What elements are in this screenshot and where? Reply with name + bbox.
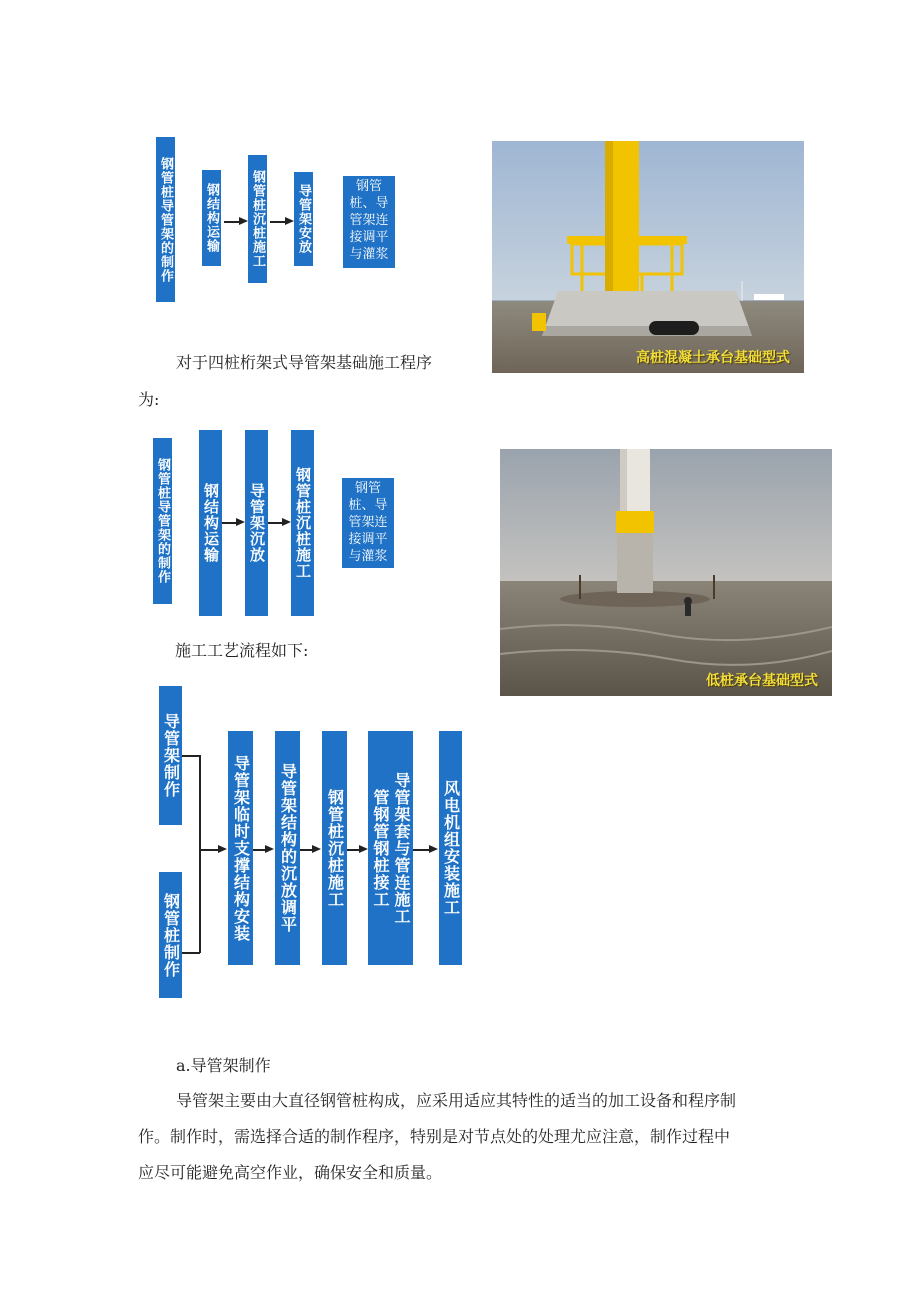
intro-text: 对于四桩桁架式导管架基础施工程序 [176, 353, 433, 372]
flow3-step4-col1: 导管架套与管连施工 [392, 771, 411, 925]
flow3-connector [182, 755, 200, 757]
flow3-arrowhead [218, 845, 227, 853]
flow3-input-pile-fabrication: 钢管桩制作 [159, 872, 182, 998]
flow2-arrow-line [222, 522, 237, 524]
paragraph-line: 应尽可能避免高空作业，确保安全和质量。 [138, 1163, 443, 1182]
flow3-connector [199, 755, 201, 953]
flow1-step-pile-frame-fabrication: 钢管桩导管架的制作 [156, 137, 175, 302]
flow2-final-line: 接调平 [348, 532, 388, 547]
flow2-step-pile-frame-fabrication: 钢管桩导管架的制作 [153, 438, 172, 604]
photo-low-caption: 低桩承台基础型式 [706, 673, 818, 689]
flow2-final-line: 与灌浆 [348, 549, 388, 564]
flow3-connector [199, 849, 219, 851]
section-a-heading: a.导管架制作 [176, 1056, 271, 1075]
flow1-final-line: 接调平 [349, 230, 389, 245]
paragraph-line: 导管架主要由大直径钢管桩构成，应采用适应其特性的适当的加工设备和程序制 [176, 1091, 737, 1110]
flow2-arrowhead [282, 518, 291, 526]
flow1-final-line: 与灌浆 [349, 247, 389, 262]
flow3-step-structure-lowering: 导管架结构的沉放调平 [275, 731, 300, 965]
flow3-connector [182, 952, 200, 954]
low-pile-cap-illustration [500, 449, 832, 696]
flow1-arrow-line [224, 221, 240, 223]
photo-low-pile-cap [500, 449, 832, 696]
flow3-step-temporary-support: 导管架临时支撑结构安装 [228, 731, 253, 965]
flow3-step-sleeve-connection [368, 731, 413, 965]
flow3-arrow-line [253, 849, 265, 851]
flow1-step-jacket-placement: 导管架安放 [294, 172, 313, 266]
photo-high-pile-cap [492, 141, 804, 373]
flow1-step-steel-transport: 钢结构运输 [202, 170, 221, 266]
flow1-arrow-line [270, 221, 286, 223]
flow3-step4-col2: 管钢管钢桩接工 [371, 788, 390, 908]
flow2-step-pile-driving: 钢管桩沉桩施工 [291, 430, 314, 616]
flow2-arrow-line [268, 522, 283, 524]
flow1-step-pile-driving: 钢管桩沉桩施工 [248, 155, 267, 283]
flow3-arrow-line [413, 849, 429, 851]
flow2-step-connection-grouting [342, 478, 394, 568]
flow3-step-turbine-installation: 风电机组安装施工 [439, 731, 462, 965]
flow1-arrowhead [239, 217, 248, 225]
flow1-final-line: 管架连 [349, 213, 389, 228]
flow3-arrow-line [347, 849, 359, 851]
flow3-arrowhead [359, 845, 368, 853]
flow3-input-jacket-fabrication: 导管架制作 [159, 686, 182, 825]
flow3-step-pile-driving: 钢管桩沉桩施工 [322, 731, 347, 965]
flow1-arrowhead [285, 217, 294, 225]
flow2-arrowhead [236, 518, 245, 526]
flow2-final-line: 桩、导 [348, 498, 388, 513]
intro-text-wrap: 为: [138, 390, 160, 409]
flow3-arrow-line [300, 849, 312, 851]
process-intro-text: 施工工艺流程如下: [175, 641, 309, 660]
flow2-final-line: 钢管 [354, 481, 381, 496]
flow3-arrowhead [265, 845, 274, 853]
flow2-step-jacket-lowering: 导管架沉放 [245, 430, 268, 616]
flow2-final-line: 管架连 [348, 515, 388, 530]
paragraph-line: 作。制作时，需选择合适的制作程序，特别是对节点处的处理尤应注意，制作过程中 [138, 1127, 731, 1146]
flow3-arrowhead [429, 845, 438, 853]
flow2-step-steel-transport: 钢结构运输 [199, 430, 222, 616]
flow1-final-line: 桩、导 [349, 196, 389, 211]
high-pile-cap-illustration [492, 141, 804, 373]
photo-high-caption: 高桩混凝土承台基础型式 [636, 350, 790, 366]
flow1-step-connection-grouting [343, 176, 395, 268]
flow1-final-line: 钢管 [355, 179, 382, 194]
flow3-arrowhead [312, 845, 321, 853]
